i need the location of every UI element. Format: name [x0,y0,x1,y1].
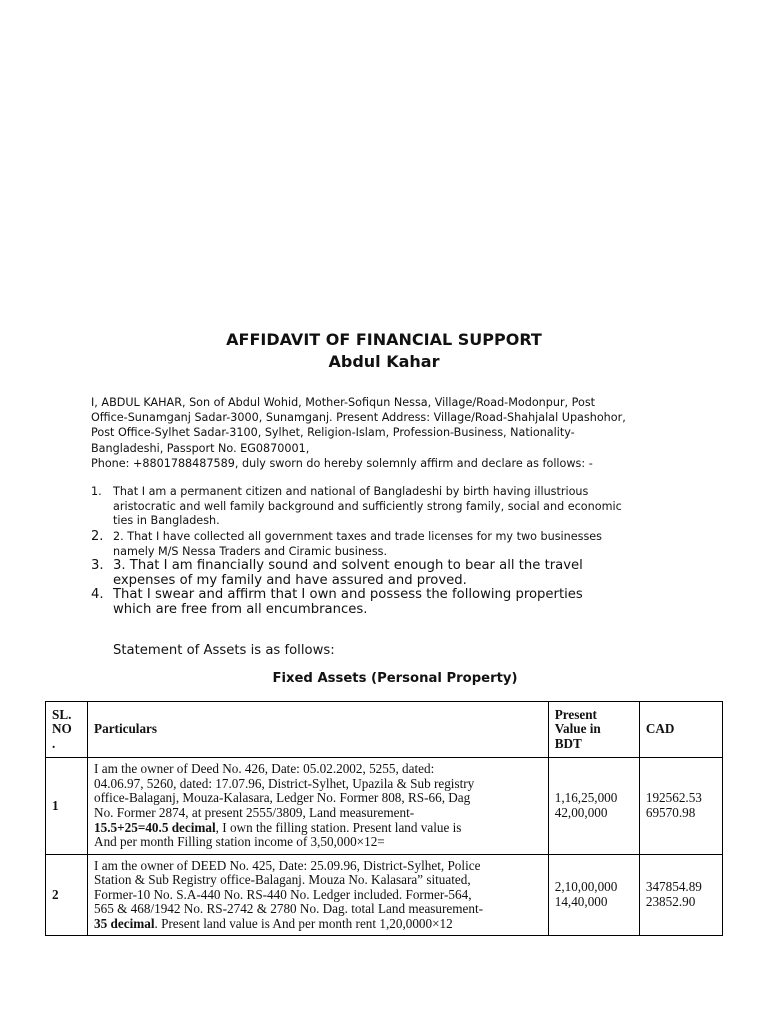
header-pv-line: Present [554,706,597,722]
list-line: 2. That I have collected all government taxes and trade licenses for my two businesses [113,530,603,543]
list-line: That I am a permanent citizen and national of Bangladeshi by birth having illustrious [113,485,589,498]
row-sl: 1 [46,758,88,855]
header-particulars: Particulars [88,702,549,758]
particulars-line: office-Balaganj, Mouza-Kalasara, Ledger No. Former 808, RS-66, Dag [94,790,471,806]
list-line: expenses of my family and have assured and proved. [113,572,467,588]
cad-value: 192562.53 [645,790,702,806]
header-sl-line: SL. [52,706,72,722]
list-line: aristocratic and well family background and sufficiently strong family, social and economic [113,499,622,513]
header-sl-line: . [52,735,56,751]
particulars-line: I am the owner of Deed No. 426, Date: 05.02.2002, 5255, dated: [94,761,435,777]
intro-line: Phone: +8801788487589, duly sworn do hereby solemnly affirm and declare as follows: - [91,456,593,470]
list-line: namely M/S Nessa Traders and Ciramic business. [113,544,388,558]
list-item-4 [91,588,677,618]
header-sl-line: NO [52,721,72,737]
bdt-value: 14,40,000 [554,894,608,909]
bdt-value: 1,16,25,000 [554,790,618,806]
intro-line: I, ABDUL KAHAR, Son of Abdul Wohid, Mother-Sofiqun Nessa, Village/Road-Modonpur, Post [91,396,596,409]
statement-heading: Statement of Assets is as follows: [113,643,335,658]
list-line: 3. That I am financially sound and solvent enough to bear all the travel [113,558,583,573]
bdt-value: 42,00,000 [554,805,608,820]
row-bdt [548,758,639,855]
list-item-3 [91,559,677,589]
table-header-row [46,702,723,758]
row-bdt [548,855,639,936]
cad-value: 347854.89 [645,879,702,895]
row-particulars [88,758,549,855]
particulars-line: And per month Filling station income of 3,50,000×12= [94,834,385,850]
list-number: 4. [91,587,104,602]
row-cad [639,855,722,936]
list-line: ties in Bangladesh. [113,514,220,528]
particulars-line: Station & Sub Registry office-Balaganj. Mouza No. Kalasara” situated, [94,872,471,888]
intro-line: Office-Sunamganj Sadar-3000, Sunamganj. Present Address: Village/Road-Shahjalal Upashohor, [91,411,626,425]
list-number: 2. [91,529,104,544]
intro-line: Post Office-Sylhet Sadar-3100, Sylhet, Religion-Islam, Profession-Business, Nationality- [91,426,575,440]
particulars-line: Former-10 No. S.A-440 No. RS-440 No. Ledger included. Former-564, [94,886,472,902]
fixed-assets-heading: Fixed Assets (Personal Property) [272,671,518,686]
affidavit-subtitle: Abdul Kahar [328,352,440,371]
row-particulars [88,855,549,936]
particulars-line [94,917,542,932]
list-line: which are free from all encumbrances. [113,601,368,617]
cad-value: 23852.90 [645,894,696,909]
intro-paragraph [91,395,677,471]
bdt-value: 2,10,00,000 [554,879,618,895]
bold-measurement: 15.5+25=40.5 decimal [94,819,216,835]
header-sl [46,702,88,758]
list-item-1 [91,485,677,529]
after-bold-text: , I own the filling station. Present land value is [215,819,462,835]
assets-table [45,701,723,936]
particulars-line: 04.06.97, 5260, dated: 17.07.96, District-Sylhet, Upazila & Sub registry [94,775,475,791]
row-cad [639,758,722,855]
cad-value: 69570.98 [645,805,696,820]
list-number: 1. [91,485,102,498]
table-row [46,758,723,855]
particulars-line: I am the owner of DEED No. 425, Date: 25.09.96, District-Sylhet, Police [94,857,481,873]
header-pv-line: Value in [554,721,601,737]
bold-measurement: 35 decimal [94,915,155,931]
header-present-value [548,702,639,758]
intro-line: Bangladeshi, Passport No. EG0870001, [91,441,310,455]
row-sl: 2 [46,855,88,936]
particulars-line: No. Former 2874, at present 2555/3809, Land measurement- [94,805,415,820]
list-line: That I swear and affirm that I own and possess the following properties [113,587,583,602]
affidavit-title: AFFIDAVIT OF FINANCIAL SUPPORT [226,330,542,349]
list-item-2 [91,530,677,559]
header-pv-line: BDT [554,735,582,751]
particulars-line [94,821,542,836]
particulars-line: 565 & 468/1942 No. RS-2742 & 2780 No. Dag. total Land measurement- [94,901,484,917]
after-bold-text: . Present land value is And per month rent 1,20,0000×12 [154,915,453,931]
table-row [46,855,723,936]
list-number: 3. [91,558,104,573]
header-cad: CAD [639,702,722,758]
